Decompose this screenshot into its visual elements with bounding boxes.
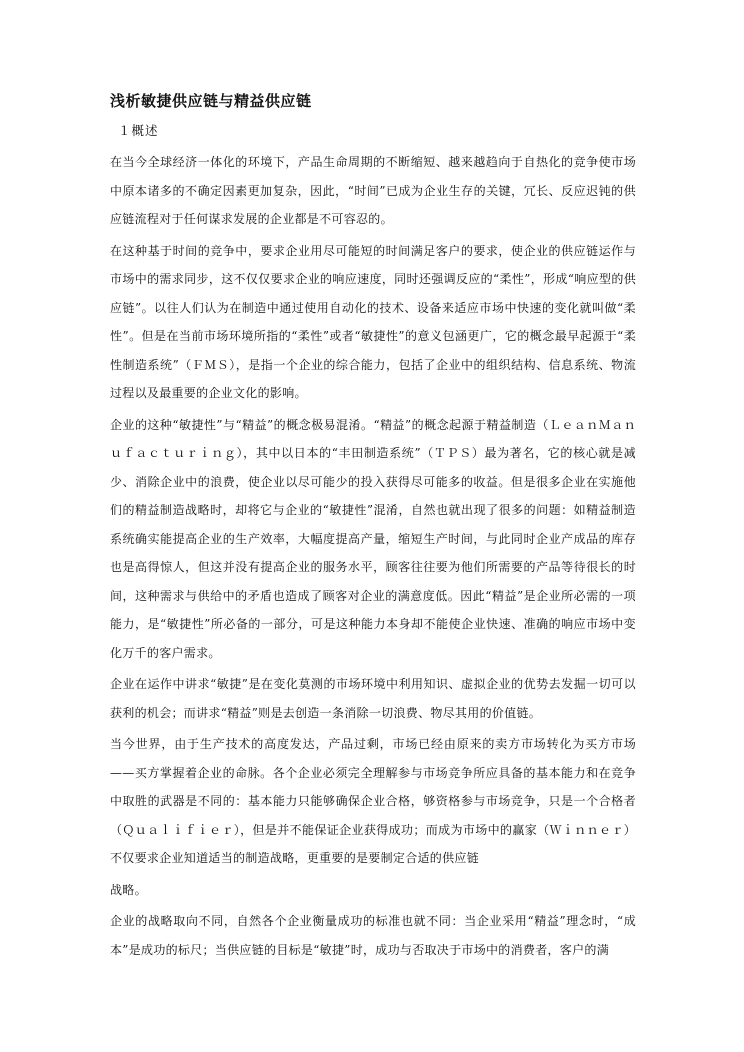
paragraph: 企业在运作中讲求“敏捷”是在变化莫测的市场环境中利用知识、虚拟企业的优势去发掘一切可以获利的机会；而讲求“精益”则是去创造一条消除一切浪费、物尽其用的价值链。 — [110, 677, 636, 720]
document-page — [110, 88, 636, 967]
section-heading: １概述 — [118, 123, 159, 138]
document-title: 浅析敏捷供应链与精益供应链 — [110, 92, 312, 110]
paragraph: 在这种基于时间的竞争中，要求企业用尽可能短的时间满足客户的要求，使企业的供应链运作与市场中的需求同步，这不仅仅要求企业的响应速度，同时还强调反应的“柔性”，形成“响应型的供应链”。以往人们认为在制造中通过使用自动化的技术、设备来适应市场中快速的变化就叫做“柔性”。但是在当前市场环境所指的“柔性”或者“敏捷性”的意义包涵更广，它的概念最早起源于“柔性制造系统”（ＦＭＳ），是指一个企业的综合能力，包括了企业中的组织结构、信息系统、物流过程以及最重要的企业文化的影响。 — [110, 243, 636, 400]
paragraph: 战略。 — [110, 882, 147, 897]
paragraph: 企业的战略取向不同，自然各个企业衡量成功的标准也就不同：当企业采用“精益”理念时，“成本”是成功的标尺；当供应链的目标是“敏捷”时，成功与否取决于市场中的消费者，客户的满 — [110, 914, 636, 957]
paragraph: 当今世界，由于生产技术的高度发达，产品过剩，市场已经由原来的卖方市场转化为买方市场——买方掌握着企业的命脉。各个企业必须完全理解参与市场竞争所应具备的基本能力和在竞争中取胜的武器是不同的：基本能力只能够确保企业合格，够资格参与市场竞争，只是一个合格者（Ｑｕａｌｉｆｉｅｒ），但是并不能保证企业获得成功；而成为市场中的赢家（Ｗｉｎｎｅｒ）不仅要求企业知道适当的制造战略，更重要的是要制定合适的供应链 — [110, 737, 636, 865]
paragraph: 在当今全球经济一体化的环境下，产品生命周期的不断缩短、越来越趋向于自热化的竞争使市场中原本诸多的不确定因素更加复杂，因此，“时间”已成为企业生存的关键，冗长、反应迟钝的供应链流程对于任何谋求发展的企业都是不可容忍的。 — [110, 155, 636, 226]
paragraph: 企业的这种“敏捷性”与“精益”的概念极易混淆。“精益”的概念起源于精益制造（ＬｅａｎＭａｎｕｆａｃｔｕｒｉｎｇ），其中以日本的“丰田制造系统”（ＴＰＳ）最为著名，它的核心就是减少、消除企业中的浪费，使企业以尽可能少的投入获得尽可能多的收益。但是很多企业在实施他们的精益制造战略时，却将它与企业的“敏捷性”混淆，自然也就出现了很多的问题：如精益制造系统确实能提高企业的生产效率，大幅度提高产量，缩短生产时间，与此同时企业产成品的库存也是高得惊人，但这并没有提高企业的服务水平，顾客往往要为他们所需要的产品等待很长的时间，这种需求与供给中的矛盾也造成了顾客对企业的满意度低。因此“精益”是企业所必需的一项能力，是“敏捷性”所必备的一部分，可是这种能力本身却不能使企业快速、准确的响应市场中变化万千的客户需求。 — [110, 417, 636, 660]
